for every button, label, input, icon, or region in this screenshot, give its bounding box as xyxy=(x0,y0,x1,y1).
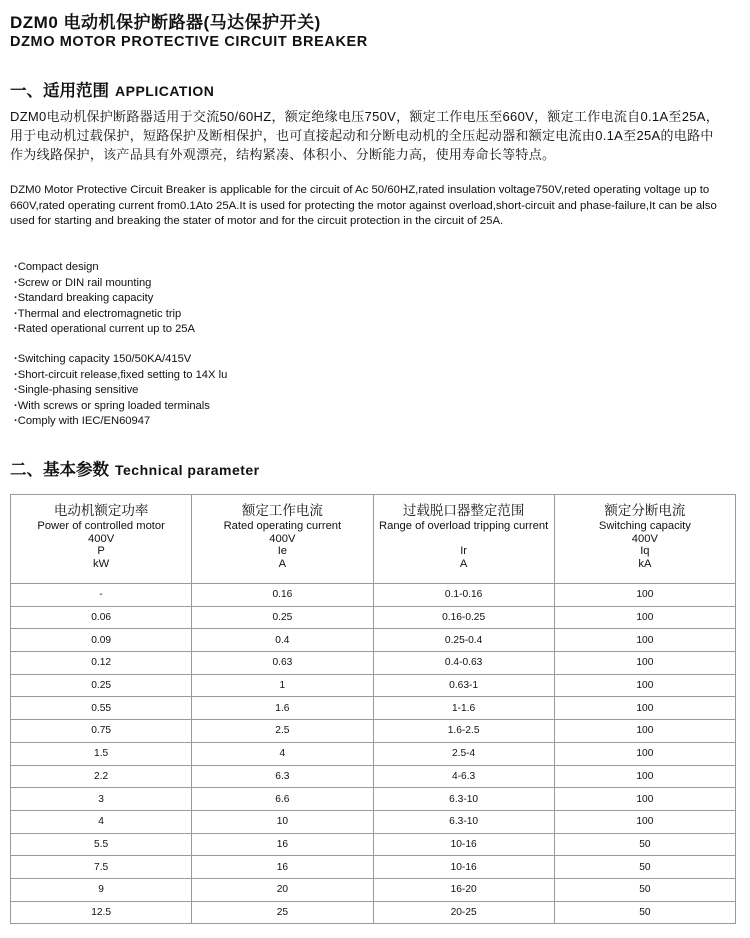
header-unit: A xyxy=(459,557,468,570)
table-row xyxy=(11,833,736,856)
table-cell: 100 xyxy=(554,765,735,788)
table-cell: 1 xyxy=(192,674,373,697)
header-symbol: P xyxy=(97,545,105,558)
table-row xyxy=(11,606,736,629)
feature-item: · Comply with IEC/EN60947 xyxy=(14,414,227,430)
table-cell: 1.6 xyxy=(192,697,373,720)
table-row xyxy=(11,652,736,675)
table-cell: 0.12 xyxy=(11,652,192,675)
table-cell: 0.4 xyxy=(192,629,373,652)
header-symbol: Ir xyxy=(460,545,468,558)
application-heading-cn: 一、适用范围 xyxy=(10,82,109,100)
table-cell: 9 xyxy=(11,878,192,901)
header-cn: 过载脱口器整定范围 xyxy=(402,503,525,518)
feature-item: · Short-circuit release,fixed setting to 14X lu xyxy=(14,368,227,384)
header-en: Rated operating current xyxy=(223,520,342,533)
table-cell: 0.75 xyxy=(11,720,192,743)
header-cn: 电动机额定功率 xyxy=(53,503,149,518)
column-header-rated-current xyxy=(192,495,373,584)
column-header-switching-capacity xyxy=(554,495,735,584)
column-header-power xyxy=(11,495,192,584)
feature-item: · Compact design xyxy=(14,260,195,276)
table-cell: 0.16-0.25 xyxy=(373,606,554,629)
header-en: Switching capacity xyxy=(598,520,691,533)
parameter-table xyxy=(10,494,736,924)
table-cell: 7.5 xyxy=(11,856,192,879)
table-cell: 0.06 xyxy=(11,606,192,629)
table-cell: 0.16 xyxy=(192,584,373,607)
technical-heading-en: Technical parameter xyxy=(115,462,260,478)
table-cell: 1.6-2.5 xyxy=(373,720,554,743)
table-cell: 10-16 xyxy=(373,856,554,879)
table-row xyxy=(11,584,736,607)
table-cell: 50 xyxy=(554,856,735,879)
table-cell: 25 xyxy=(192,901,373,924)
technical-heading-cn: 二、基本参数 xyxy=(10,461,109,479)
table-cell: 4 xyxy=(192,742,373,765)
table-cell: 4-6.3 xyxy=(373,765,554,788)
table-cell: 16-20 xyxy=(373,878,554,901)
table-cell: 50 xyxy=(554,901,735,924)
feature-item: · Rated operational current up to 25A xyxy=(14,322,195,338)
table-cell: 6.3-10 xyxy=(373,810,554,833)
table-cell: 100 xyxy=(554,720,735,743)
header-unit: A xyxy=(278,557,287,570)
table-cell: 20-25 xyxy=(373,901,554,924)
table-cell: 0.63 xyxy=(192,652,373,675)
table-cell: 1-1.6 xyxy=(373,697,554,720)
table-row xyxy=(11,901,736,924)
table-row xyxy=(11,697,736,720)
table-cell: 100 xyxy=(554,674,735,697)
header-en: Range of overload tripping current xyxy=(379,520,549,533)
table-cell: 6.6 xyxy=(192,788,373,811)
table-cell: 100 xyxy=(554,629,735,652)
table-cell: 0.55 xyxy=(11,697,192,720)
table-cell: - xyxy=(11,584,192,607)
table-cell: 2.5-4 xyxy=(373,742,554,765)
feature-item: · Screw or DIN rail mounting xyxy=(14,276,195,292)
header-cn: 额定工作电流 xyxy=(241,503,323,518)
table-cell: 20 xyxy=(192,878,373,901)
table-cell: 2.5 xyxy=(192,720,373,743)
table-cell: 5.5 xyxy=(11,833,192,856)
table-cell: 6.3-10 xyxy=(373,788,554,811)
table-cell: 50 xyxy=(554,833,735,856)
header-unit: kA xyxy=(638,557,652,570)
header-cn: 额定分断电流 xyxy=(604,503,686,518)
table-row xyxy=(11,878,736,901)
table-cell: 16 xyxy=(192,833,373,856)
feature-item: · With screws or spring loaded terminals xyxy=(14,399,227,415)
table-row xyxy=(11,765,736,788)
table-cell: 3 xyxy=(11,788,192,811)
feature-item: · Switching capacity 150/50KA/415V xyxy=(14,352,227,368)
table-cell: 100 xyxy=(554,697,735,720)
feature-list-2 xyxy=(14,352,227,430)
table-cell: 100 xyxy=(554,788,735,811)
table-cell: 50 xyxy=(554,878,735,901)
table-cell: 2.2 xyxy=(11,765,192,788)
column-header-overload-range xyxy=(373,495,554,584)
application-paragraph-en: DZM0 Motor Protective Circuit Breaker is applicable for the circuit of Ac 50/60HZ,rated insulation voltage750V,reted operating voltage up to 660V,rated operating current from0.1Ato 25A.It is used for protecting the motor against overload,short-circuit and phase-failure,It can be also used for starting and breaking the stater of motor and for the circuit protection in the circuit of 25A. xyxy=(10,184,717,227)
table-cell: 4 xyxy=(11,810,192,833)
table-cell: 12.5 xyxy=(11,901,192,924)
header-symbol: Ie xyxy=(277,545,288,558)
header-symbol: Iq xyxy=(640,545,650,558)
table-cell: 100 xyxy=(554,742,735,765)
table-cell: 16 xyxy=(192,856,373,879)
table-body xyxy=(11,584,736,924)
table-cell: 100 xyxy=(554,584,735,607)
application-heading xyxy=(10,77,214,101)
page-title-cn: DZM0 电动机保护断路器(马达保护开关) xyxy=(10,13,321,32)
table-row xyxy=(11,720,736,743)
header-en: Power of controlled motor xyxy=(37,520,165,533)
header-unit: kW xyxy=(93,557,110,570)
header-voltage: 400V xyxy=(88,532,115,545)
table-cell: 10 xyxy=(192,810,373,833)
feature-item: · Standard breaking capacity xyxy=(14,291,195,307)
table-row xyxy=(11,742,736,765)
header-voltage: 400V xyxy=(631,532,658,545)
table-row xyxy=(11,856,736,879)
table-row xyxy=(11,629,736,652)
table-cell: 100 xyxy=(554,606,735,629)
table-cell: 0.09 xyxy=(11,629,192,652)
table-cell: 1.5 xyxy=(11,742,192,765)
feature-item: · Single-phasing sensitive xyxy=(14,383,227,399)
table-cell: 0.1-0.16 xyxy=(373,584,554,607)
technical-heading xyxy=(10,456,260,480)
table-cell: 0.25 xyxy=(11,674,192,697)
header-voltage xyxy=(376,533,552,545)
table-cell: 100 xyxy=(554,652,735,675)
table-row xyxy=(11,788,736,811)
table-cell: 10-16 xyxy=(373,833,554,856)
table-cell: 0.63-1 xyxy=(373,674,554,697)
table-cell: 100 xyxy=(554,810,735,833)
application-paragraph-cn: DZM0电动机保护断路器适用于交流50/60HZ，额定绝缘电压750V，额定工作电压至660V，额定工作电流自0.1A至25A，用于电动机过载保护，短路保护及断相保护，也可直接起动和分断电动机的全压起动器和额定电流由0.1A至25A的电路中作为线路保护，该产品具有外观漂亮，结构紧凑、体积小、分断能力高，使用寿命长等特点。 xyxy=(10,109,720,162)
header-voltage: 400V xyxy=(269,532,296,545)
table-header-row xyxy=(11,495,736,584)
page-title-en: DZMO MOTOR PROTECTIVE CIRCUIT BREAKER xyxy=(10,34,368,50)
application-heading-en: APPLICATION xyxy=(115,83,215,99)
feature-list-1 xyxy=(14,260,195,338)
table-cell: 6.3 xyxy=(192,765,373,788)
table-cell: 0.25-0.4 xyxy=(373,629,554,652)
feature-item: · Thermal and electromagnetic trip xyxy=(14,307,195,323)
table-row xyxy=(11,674,736,697)
table-row xyxy=(11,810,736,833)
table-cell: 0.25 xyxy=(192,606,373,629)
table-cell: 0.4-0.63 xyxy=(373,652,554,675)
